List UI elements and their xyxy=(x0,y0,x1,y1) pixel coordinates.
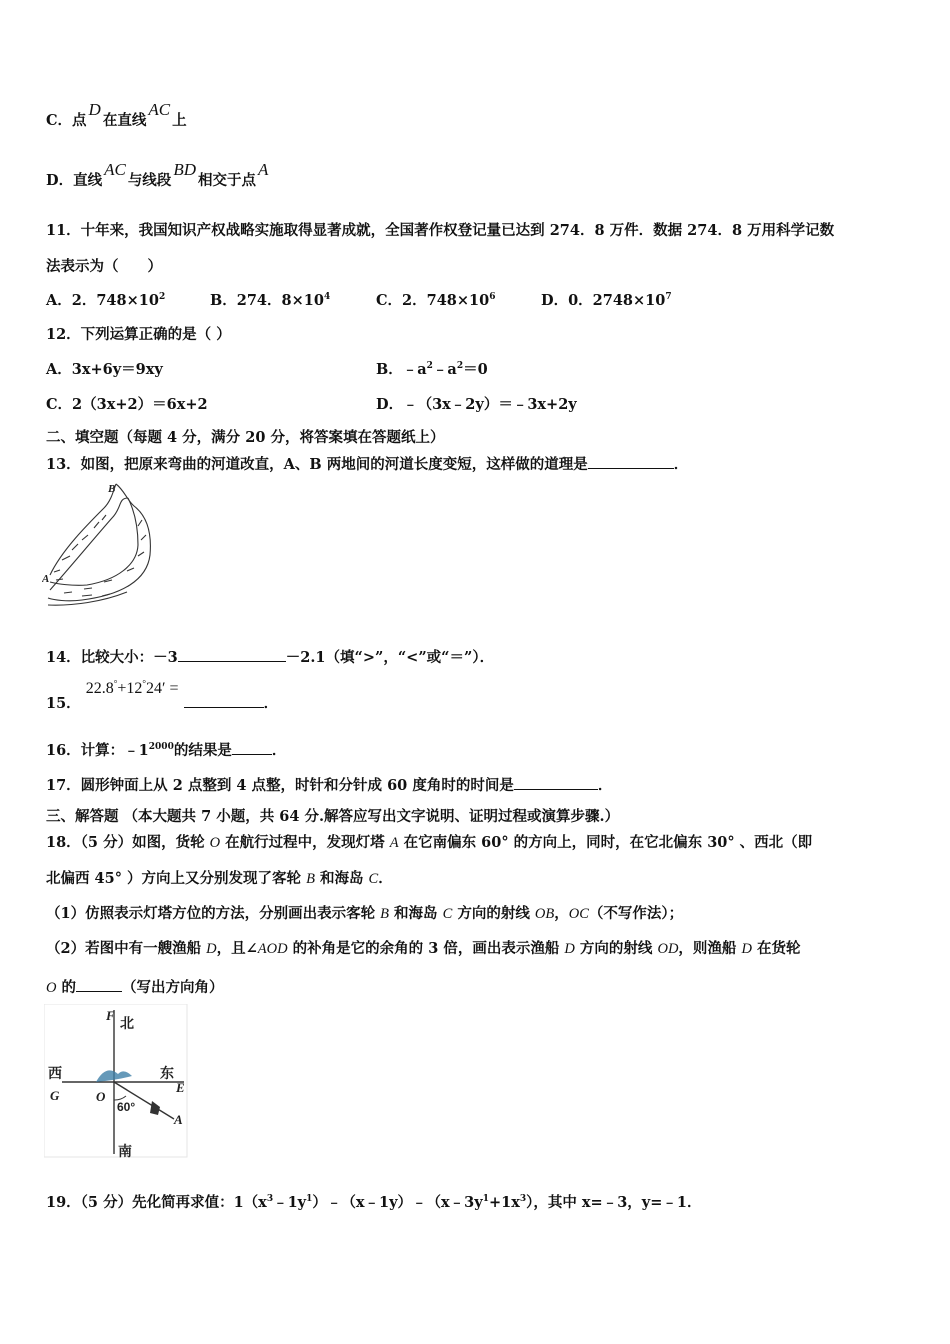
q18-sub2-line2: O 的 （写出方向角） xyxy=(46,979,224,996)
label-north: 北 xyxy=(120,1016,134,1032)
label-g: G xyxy=(50,1088,60,1103)
label-east: 东 xyxy=(160,1066,174,1082)
compass-figure xyxy=(44,1004,189,1159)
q11-option-d: D．0．$2748\times 10^7$ xyxy=(541,292,672,309)
q11-option-c: C．2．$748\times 10^6$ xyxy=(376,292,496,309)
q18-sub1: （1）仿照表示灯塔方位的方法，分别画出表示客轮 B 和海岛 C 方向的射线 OB，OC（不写作法）； xyxy=(46,905,684,922)
q16-stem: 16．计算：$﹣1^{2000}$的结果是 ． xyxy=(46,742,287,759)
q10-option-c: C．点D在直线AC上 xyxy=(46,100,187,129)
q18-sub2: （2）若图中有一艘渔船 D，且∠AOD 的补角是它的余角的 3 倍，画出表示渔船 D 方向的射线 OD，则渔船 D 在货轮 xyxy=(46,940,801,957)
river-label-a: A xyxy=(42,573,50,585)
river-label-b: B xyxy=(108,483,116,495)
q15-stem: 15． 22.8°+12°24′ = ． xyxy=(46,678,279,712)
q19-stem: 19．（5 分）先化简再求值：$1(x^3﹣1y^1)﹣(x﹣1y)﹣(x﹣3y^1+1x^3)$，其中 x=﹣3，y=﹣1． xyxy=(46,1194,702,1211)
q12-option-c: C．2（3x+2）＝6x+2 xyxy=(46,396,208,413)
q10-option-d: D．直线AC与线段BD相交于点A xyxy=(46,160,269,189)
label-west: 西 xyxy=(48,1066,62,1082)
label-f: F xyxy=(106,1008,115,1023)
q12-option-d: D．﹣（3x﹣2y）＝﹣3x+2y xyxy=(376,396,577,413)
q13-stem: 13．如图，把原来弯曲的河道改直，A、B 两地间的河道长度变短，这样做的道理是 ． xyxy=(46,456,689,473)
label-south: 南 xyxy=(118,1144,132,1159)
q12-stem: 12．下列运算正确的是（ ） xyxy=(46,326,231,343)
q11-option-a: A．2．$748\times 10^2$ xyxy=(46,292,166,309)
section-2-heading: 二、填空题（每题 4 分，满分 20 分，将答案填在答题纸上） xyxy=(46,429,445,446)
label-o: O xyxy=(96,1089,106,1104)
q12-option-b: B．$﹣a^2﹣a^2=0$ xyxy=(376,361,488,378)
q18-stem-line1: 18．（5 分）如图，货轮 O 在航行过程中，发现灯塔 A 在它南偏东 60° 的方向上，同时，在它北偏东 30° 、西北（即 xyxy=(46,834,813,851)
q11-stem-line1: 11．十年来，我国知识产权战略实施取得显著成就，全国著作权登记量已达到 274．8 万件．数据 274．8 万用科学记数 xyxy=(46,222,835,239)
q17-stem: 17．圆形钟面上从 2 点整到 4 点整，时针和分针成 60 度角时的时间是 ． xyxy=(46,777,613,794)
label-e: E xyxy=(176,1080,185,1095)
q11-stem-line2: 法表示为（ ） xyxy=(46,258,162,275)
q14-stem: 14．比较大小：－3 －2.1（填“>”，“<”或“＝”）． xyxy=(46,649,495,666)
section-3-heading: 三、解答题 （本大题共 7 小题，共 64 分.解答应写出文字说明、证明过程或演算步骤.） xyxy=(46,808,620,825)
label-60-degrees: 60° xyxy=(117,1100,136,1114)
river-figure xyxy=(42,480,162,615)
label-a: A xyxy=(174,1112,183,1127)
q18-stem-line2: 北偏西 45° ）方向上又分别发现了客轮 B 和海岛 C． xyxy=(46,870,393,887)
q12-option-a: A．3x+6y＝9xy xyxy=(46,361,163,378)
q11-option-b: B．274．$8\times 10^4$ xyxy=(210,292,331,309)
